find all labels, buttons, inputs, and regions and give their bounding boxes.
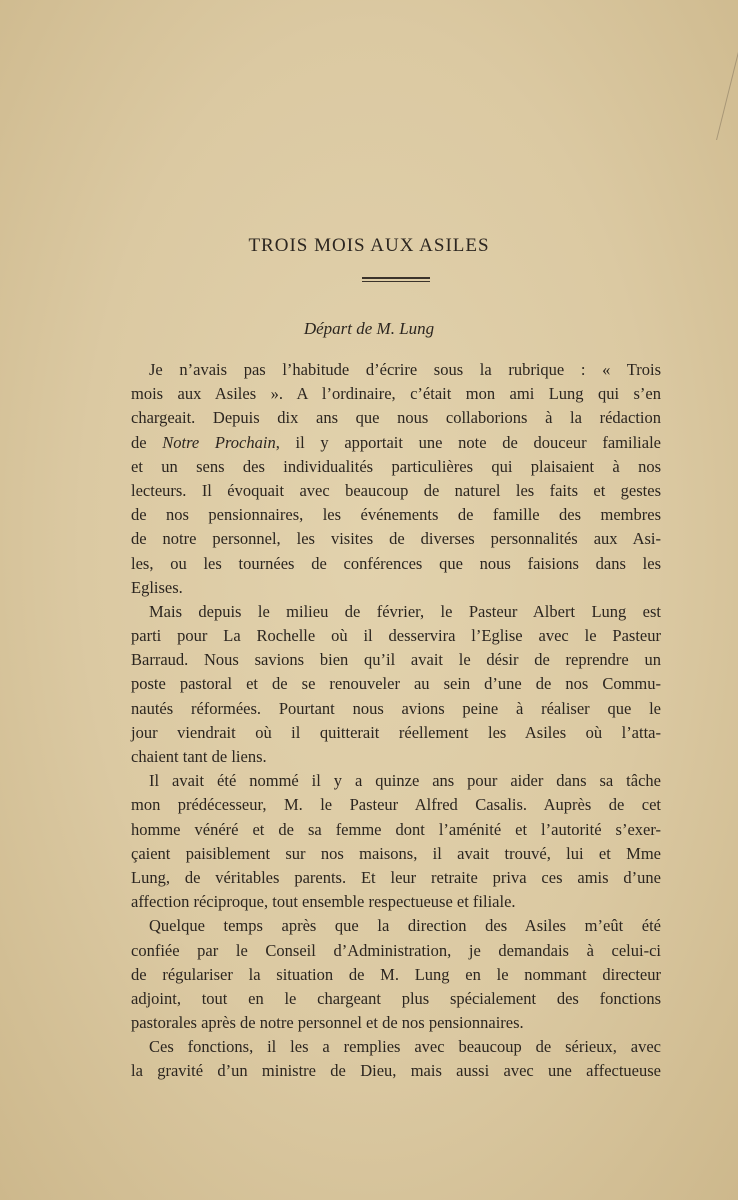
text-line: homme vénéré et de sa femme dont l’aménité et l’autorité s’exer- <box>131 819 661 839</box>
title-rule-thin <box>362 281 430 282</box>
text-line: adjoint, tout en le chargeant plus spécialement des fonctions <box>131 988 661 1008</box>
text-line: de régulariser la situation de M. Lung en le nommant directeur <box>131 964 661 984</box>
text-line: jour viendrait où il quitterait réellement les Asiles où l’atta- <box>131 722 661 742</box>
text-line: poste pastoral et de se renouveler au sein d’une de nos Commu- <box>131 674 661 694</box>
text-line: çaient paisiblement sur nos maisons, il avait trouvé, lui et Mme <box>131 843 661 863</box>
text-line: Ces fonctions, il les a remplies avec beaucoup de sérieux, avec <box>149 1037 661 1057</box>
text-line: Eglises. <box>131 577 183 597</box>
title-rule <box>362 277 430 279</box>
text-line: lecteurs. Il évoquait avec beaucoup de naturel les faits et gestes <box>131 480 661 500</box>
text-line: Barraud. Nous savions bien qu’il avait le désir de reprendre un <box>131 650 661 670</box>
text-line: et un sens des individualités particulières qui plaisaient à nos <box>131 456 661 476</box>
article-body <box>131 358 661 1084</box>
text-line: de notre personnel, les visites de diverses personnalités aux Asi- <box>131 529 661 549</box>
text-line: de nos pensionnaires, les événements de famille des membres <box>131 505 661 525</box>
text-line: chaient tant de liens. <box>131 747 267 766</box>
text-line: chargeait. Depuis dix ans que nous collaborions à la rédaction <box>131 408 661 428</box>
text-line: nautés réformées. Pourtant nous avions peine à réaliser que le <box>131 698 661 718</box>
page-edge-mark <box>676 20 738 140</box>
text-line: Il avait été nommé il y a quinze ans pour aider dans sa tâche <box>149 771 661 791</box>
text-line: Quelque temps après que la direction des Asiles m’eût été <box>149 916 661 936</box>
text-line: mois aux Asiles ». A l’ordinaire, c’était mon ami Lung qui s’en <box>131 384 661 404</box>
text-line: les, ou les tournées de conférences que nous faisions dans les <box>131 553 661 573</box>
text-line: de Notre Prochain, il y apportait une note de douceur familiale <box>131 432 661 452</box>
text-line: parti pour La Rochelle où il desservira l’Eglise avec le Pasteur <box>131 626 661 646</box>
text-line: confiée par le Conseil d’Administration, je demandais à celui-ci <box>131 940 661 960</box>
page-title: TROIS MOIS AUX ASILES <box>248 235 490 256</box>
text-line: Mais depuis le milieu de février, le Pasteur Albert Lung est <box>149 601 661 621</box>
section-subtitle: Départ de M. Lung <box>303 319 435 338</box>
text-line: Lung, de véritables parents. Et leur retraite priva ces amis d’une <box>131 867 661 887</box>
text-line: mon prédécesseur, M. le Pasteur Alfred Casalis. Auprès de cet <box>131 795 661 815</box>
text-line: affection réciproque, tout ensemble respectueuse et filiale. <box>131 892 516 912</box>
text-line: la gravité d’un ministre de Dieu, mais aussi avec une affectueuse <box>131 1061 661 1081</box>
text-line: pastorales après de notre personnel et de nos pensionnaires. <box>131 1013 524 1033</box>
text-line: Je n’avais pas l’habitude d’écrire sous la rubrique : « Trois <box>149 360 661 379</box>
